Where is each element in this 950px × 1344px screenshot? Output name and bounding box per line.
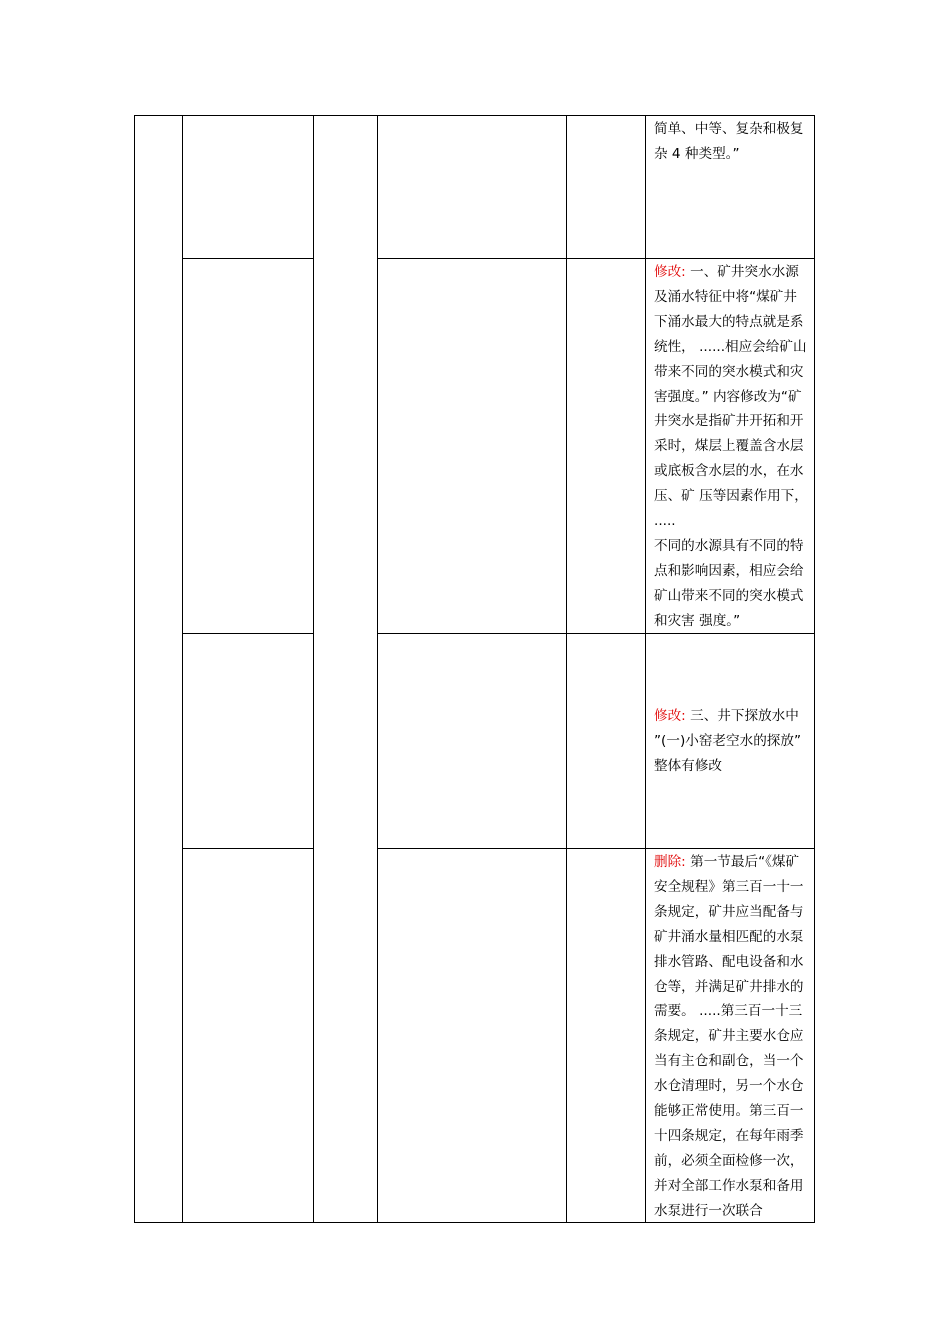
row-4-text: 第一节最后“《煤矿安全规程》第三百一十一条规定，矿井应当配备与矿井涌水量相匹配的水泵排水管路、配电设备和水仓等，并满足矿井排水的需要。 .....第三百一十三条规定，矿井主要水仓应当有主仓和副仓，当一个水仓清理时，另一个水仓能够正常使用。第三百一十四条规定，在每年雨季前，必须全面检修一次，并对全部工作水泵和备用水泵进行一次联合 (654, 854, 804, 1219)
column-line (134, 115, 135, 1223)
column-line (645, 115, 646, 1223)
row-2-text-1: 一、矿井突水水源及涌水特征中将“煤矿井下涌水最大的特点就是系统性， ......相应会给矿山带来不同的突水模式和灾害强度。” 内容修改为“矿井突水是指矿井开拓和开采时，煤层上覆盖含水层或底板含水层的水，在水压、矿 压等因素作用下， ..... (654, 264, 808, 530)
row-line (377, 848, 815, 849)
row-1-text: 简单、中等、复杂和极复杂 4 种类型。” (654, 121, 804, 162)
modify-label: 修改: (654, 708, 686, 724)
column-line (182, 115, 183, 1223)
row-3-change-note (654, 704, 810, 779)
column-line (814, 115, 815, 1223)
row-4-change-note (654, 850, 810, 1224)
row-2-change-note (654, 260, 810, 634)
row-line (182, 848, 313, 849)
column-line (377, 115, 378, 1223)
row-2-paragraph-1 (654, 260, 810, 534)
row-line (182, 258, 313, 259)
row-1-change-note (654, 117, 810, 167)
row-3-text: 三、井下探放水中 ”(一)小窑老空水的探放” 整体有修改 (654, 708, 802, 774)
delete-label: 删除: (654, 854, 686, 870)
row-line (182, 633, 313, 634)
row-2-paragraph-2 (654, 534, 810, 634)
row-line (377, 258, 815, 259)
column-line (313, 115, 314, 1223)
modify-label: 修改: (654, 264, 686, 280)
table-border-top (134, 115, 815, 116)
column-line (566, 115, 567, 1223)
row-2-text-2: 不同的水源具有不同的特点和影响因素，相应会给矿山带来不同的突水模式和灾害 强度。” (654, 537, 804, 629)
